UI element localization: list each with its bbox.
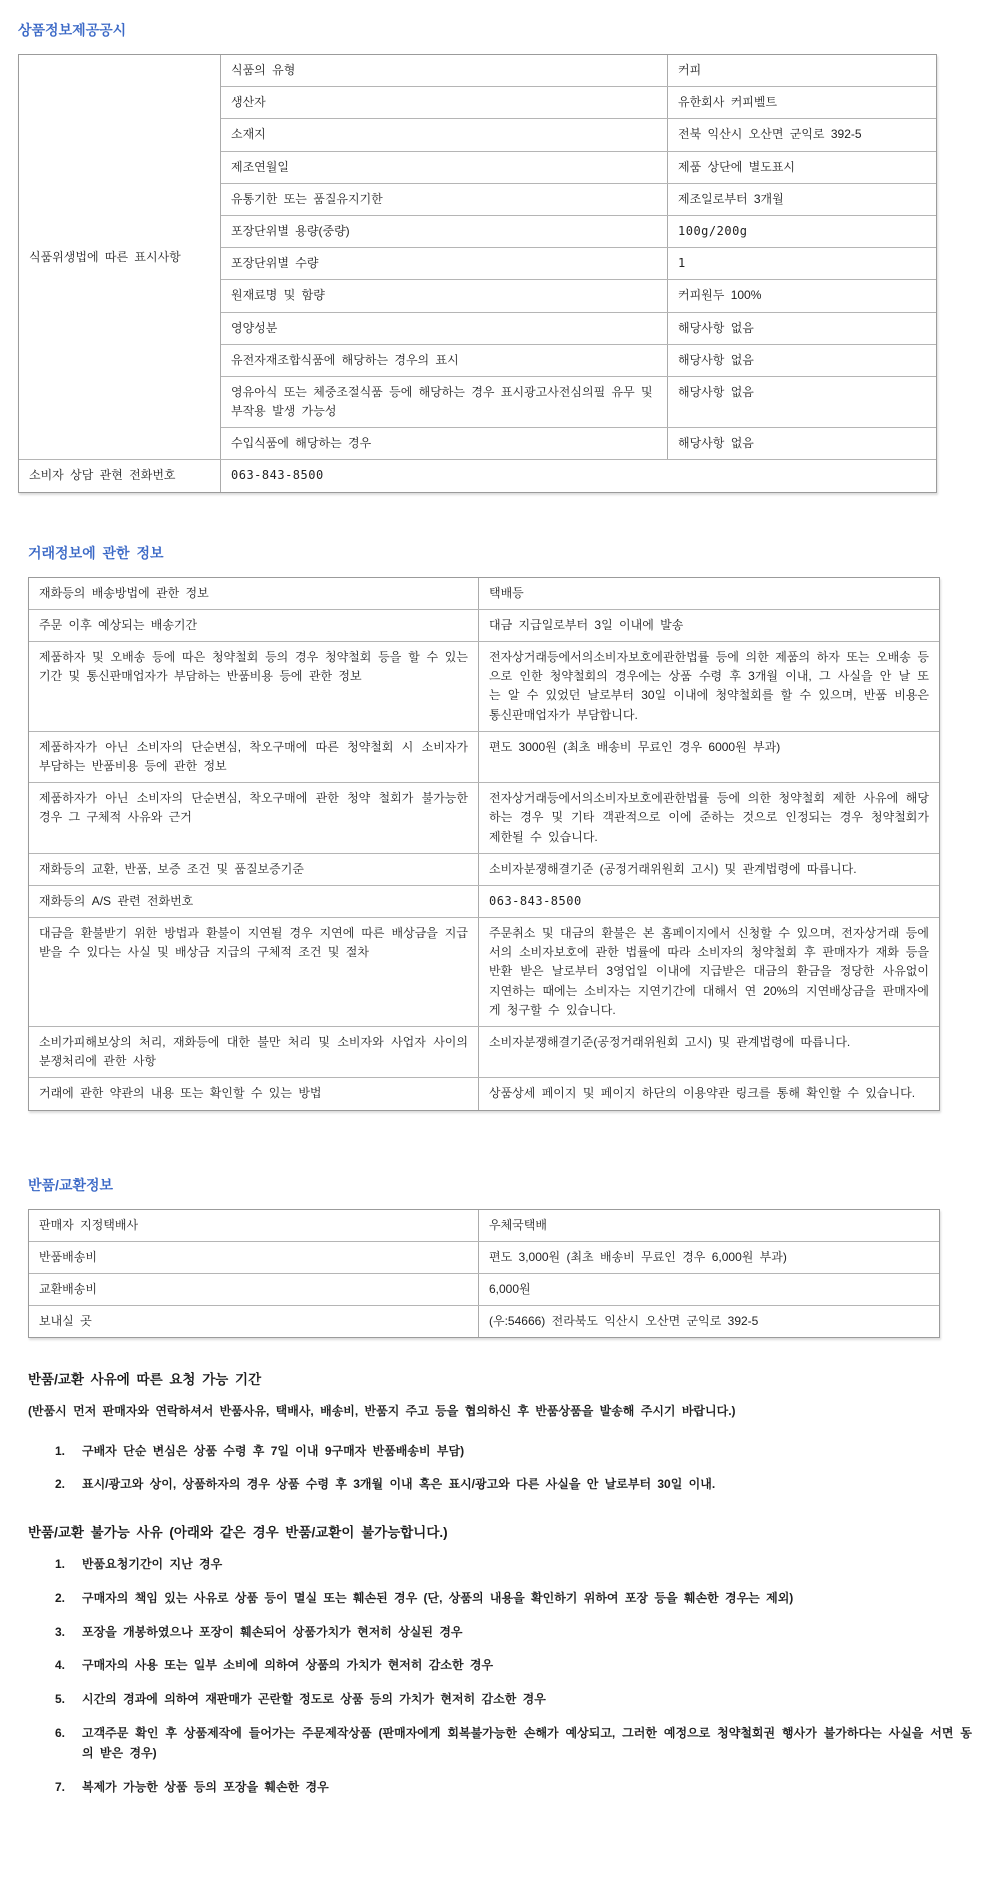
return-period-note: (반품시 먼저 판매자와 연락하셔서 반품사유, 택배사, 배송비, 반품지 주고 등을 협의하신 후 반품상품을 발송해 주시기 바랍니다.): [28, 1404, 736, 1419]
table-row: [221, 344, 936, 376]
row-label: 제조연월일: [221, 152, 668, 183]
list-item: [55, 1555, 982, 1575]
list-item: [55, 1475, 982, 1495]
return-period-section: [28, 1368, 982, 1495]
row-label: 식품의 유형: [221, 55, 668, 86]
list-item-number: 4.: [55, 1658, 66, 1673]
row-value: 해당사항 없음: [678, 320, 754, 335]
list-item-number: 5.: [55, 1692, 66, 1707]
return-period-list: [55, 1442, 982, 1496]
section-title-return-impossible: 반품/교환 불가능 사유 (아래와 같은 경우 반품/교환이 불가능합니다.): [28, 1525, 448, 1541]
row-value: 1: [678, 256, 686, 271]
row-label: 교환배송비: [29, 1274, 479, 1305]
row-label: 유전자재조합식품에 해당하는 경우의 표시: [221, 345, 668, 376]
list-item-text: 포장을 개봉하였으나 포장이 훼손되어 상품가치가 현저히 상실된 경우: [82, 1624, 463, 1639]
row-value: 상품상세 페이지 및 페이지 하단의 이용약관 링크를 통해 확인할 수 있습니다.: [489, 1086, 916, 1101]
table-row: [29, 917, 939, 1026]
list-item-number: 6.: [55, 1726, 66, 1741]
row-label: 원재료명 및 함량: [221, 280, 668, 311]
row-label: 주문 이후 예상되는 배송기간: [29, 610, 479, 641]
row-label: 포장단위별 수량: [221, 248, 668, 279]
table-row: [29, 578, 939, 609]
list-item: [55, 1656, 982, 1676]
table-row: [29, 1305, 939, 1337]
row-label: 영유아식 또는 체중조절식품 등에 해당하는 경우 표시광고사전심의필 유무 및 부작용 발생 가능성: [221, 377, 668, 427]
table-row: [29, 641, 939, 731]
list-item-text: 표시/광고와 상이, 상품하자의 경우 상품 수령 후 3개월 이내 혹은 표시/광고와 다른 사실을 안 날로부터 30일 이내.: [82, 1477, 716, 1492]
row-value: 대금 지급일로부터 3일 이내에 발송: [489, 617, 684, 632]
row-label: 소비자 상담 관현 전화번호: [19, 460, 221, 491]
table-row: [29, 731, 939, 782]
row-label: 판매자 지정택배사: [29, 1210, 479, 1241]
row-value: 유한회사 커피벨트: [678, 95, 778, 110]
list-item: [55, 1623, 982, 1643]
row-label: 제품하자가 아닌 소비자의 단순변심, 착오구매에 관한 청약 철회가 불가능한 경우 그 구체적 사유와 근거: [29, 783, 479, 853]
table-row: [221, 151, 936, 183]
list-item-number: 2.: [55, 1477, 66, 1492]
list-item-text: 구매자의 사용 또는 일부 소비에 의하여 상품의 가치가 현저히 감소한 경우: [82, 1658, 494, 1673]
food-labeling-table: [18, 54, 937, 493]
list-item-text: 시간의 경과에 의하여 재판매가 곤란할 정도로 상품 등의 가치가 현저히 감소한 경우: [82, 1692, 546, 1707]
return-impossible-section: [28, 1521, 982, 1797]
row-value: 편도 3,000원 (최초 배송비 무료인 경우 6,000원 부과): [489, 1249, 787, 1264]
row-label: 재화등의 교환, 반품, 보증 조건 및 품질보증기준: [29, 854, 479, 885]
row-value: 주문취소 및 대금의 환불은 본 홈페이지에서 신청할 수 있으며, 전자상거래 등에서의 소비자보호에 관한 법률에 따라 소비자의 청약철회 후 판매자가 재화 등을 반환 받은 날로부터 3영업일 이내에 지급받은 대금의 환금을 정당한 사유없이 지연하는 때에는 소비자는 지연기간에 대해서 연 20%의 지연배상금을 판매자에게 청구할 수 있습니다.: [489, 926, 929, 1017]
table-row: [29, 1241, 939, 1273]
list-item-text: 복제가 가능한 상품 등의 포장을 훼손한 경우: [82, 1779, 329, 1794]
table-row: [221, 312, 936, 344]
row-label: 제품하자 및 오배송 등에 따은 청약철회 등의 경우 청약철회 등을 할 수 있는 기간 및 통신판매업자가 부담하는 반품비용 등에 관한 정보: [29, 642, 479, 731]
list-item-number: 1.: [55, 1443, 66, 1458]
row-label: 재화등의 배송방법에 관한 정보: [29, 578, 479, 609]
row-value: 해당사항 없음: [678, 436, 754, 451]
row-value: 소비자분쟁해결기준(공정거래위원회 고시) 및 관계법령에 따릅니다.: [489, 1035, 851, 1049]
list-item: [55, 1724, 982, 1764]
row-value: 우체국택배: [489, 1217, 547, 1232]
list-item: [55, 1778, 982, 1798]
list-item: [55, 1690, 982, 1710]
group-label-cell: 식품위생법에 따른 표시사항: [19, 55, 221, 459]
row-value: 100g/200g: [678, 223, 748, 238]
row-value: 편도 3000원 (최초 배송비 무료인 경우 6000원 부과): [489, 739, 781, 754]
return-impossible-list: [55, 1555, 982, 1797]
table-row: [221, 86, 936, 118]
row-value: 커피원두 100%: [678, 288, 762, 303]
row-label: 반품배송비: [29, 1242, 479, 1273]
table-row: [29, 1026, 939, 1077]
transaction-info-table: [28, 577, 940, 1111]
table-row: [29, 885, 939, 917]
table-row: [221, 215, 936, 247]
row-label: 재화등의 A/S 관련 전화번호: [29, 886, 479, 917]
food-labeling-rows: [221, 55, 936, 459]
row-value: 해당사항 없음: [678, 384, 754, 399]
row-value: 6,000원: [489, 1281, 531, 1296]
row-value: 전자상거래등에서의소비자보호에관한법률 등에 의한 제품의 하자 또는 오배송 등으로 인한 청약철회의 경우에는 상품 수령 후 3개월 이내, 그 사실을 안 날 또는 알 수 있었던 날로부터 30일 이내에 청약철회를 할 수 있으며, 반품 비용은 통신판매업자가 부담합니다.: [489, 650, 929, 722]
section-title-return-exchange-info: 반품/교환정보: [28, 1176, 114, 1193]
list-item-text: 반품요청기간이 지난 경우: [82, 1557, 223, 1572]
list-item-number: 2.: [55, 1590, 66, 1605]
table-row: [29, 1273, 939, 1305]
table-row: [29, 1077, 939, 1109]
food-labeling-table-body: [19, 55, 936, 459]
list-item-number: 7.: [55, 1779, 66, 1794]
row-value: 커피: [678, 63, 702, 77]
list-item-text: 구배자 단순 변심은 상품 수령 후 7일 이내 9구매자 반품배송비 부담): [82, 1443, 465, 1458]
section-title-transaction-info: 거래정보에 관한 정보: [28, 544, 164, 561]
row-value: 전자상거래등에서의소비자보호에관한법률 등에 의한 청약철회 제한 사유에 해당하는 경우 및 기타 객관적으로 이에 준하는 것으로 인정되는 경우 청약철회가 제한될 수 있습니다.: [489, 791, 929, 844]
row-value: 소비자분쟁해결기준 (공정거래위원회 고시) 및 관계법령에 따릅니다.: [489, 861, 857, 876]
table-row-consumer-phone: [19, 459, 936, 491]
table-row: [29, 782, 939, 853]
row-label: 포장단위별 용량(중량): [221, 216, 668, 247]
list-item-number: 1.: [55, 1557, 66, 1572]
row-label: 영양성분: [221, 313, 668, 344]
return-exchange-table: [28, 1209, 940, 1339]
row-label: 소재지: [221, 119, 668, 150]
list-item-number: 3.: [55, 1624, 66, 1639]
row-label: 수입식품에 해당하는 경우: [221, 428, 668, 459]
table-row: [221, 55, 936, 86]
row-value: 전북 익산시 오산면 군익로 392-5: [678, 127, 862, 142]
list-item: [55, 1589, 982, 1609]
table-row: [29, 853, 939, 885]
row-label: 제품하자가 아닌 소비자의 단순변심, 착오구매에 따른 청약철회 시 소비자가 부담하는 반품비용 등에 관한 정보: [29, 732, 479, 782]
row-label: 소비가피해보상의 처리, 재화등에 대한 불만 처리 및 소비자와 사업자 사이의 분쟁처리에 관한 사항: [29, 1027, 479, 1077]
table-row: [221, 279, 936, 311]
section-title-return-period: 반품/교환 사유에 따른 요청 가능 기간: [28, 1372, 262, 1388]
row-value: (우:54666) 전라북도 익산시 오산면 군익로 392-5: [489, 1314, 759, 1329]
row-value: 063-843-8500: [489, 893, 582, 908]
list-item: [55, 1442, 982, 1462]
table-row: [221, 247, 936, 279]
row-label: 유통기한 또는 품질유지기한: [221, 184, 668, 215]
table-row: [221, 376, 936, 427]
row-value: 제품 상단에 별도표시: [678, 159, 795, 174]
table-row: [29, 1210, 939, 1241]
row-label: 거래에 관한 약관의 내용 또는 확인할 수 있는 방법: [29, 1078, 479, 1109]
table-row: [221, 183, 936, 215]
table-row: [221, 118, 936, 150]
table-row: [29, 609, 939, 641]
row-label: 생산자: [221, 87, 668, 118]
table-row: [221, 427, 936, 459]
list-item-text: 고객주문 확인 후 상품제작에 들어가는 주문제작상품 (판매자에게 회복불가능한 손해가 예상되고, 그러한 예정으로 청약철회권 행사가 불가하다는 사실을 서면 동의 받은 경우): [82, 1726, 972, 1760]
row-label: 보내실 곳: [29, 1306, 479, 1337]
row-value: 제조일로부터 3개월: [678, 191, 784, 206]
section-title-product-info: 상품정보제공공시: [18, 22, 127, 38]
list-item-text: 구매자의 책임 있는 사유로 상품 등이 멸실 또는 훼손된 경우 (단, 상품의 내용을 확인하기 위하여 포장 등을 훼손한 경우는 제외): [82, 1590, 794, 1605]
row-label: 대금을 환불받기 위한 방법과 환불이 지연될 경우 지연에 따른 배상금을 지급받을 수 있다는 사실 및 배상금 지급의 구체적 조건 및 절차: [29, 918, 479, 1026]
row-value: 택배등: [489, 585, 524, 600]
row-value: 해당사항 없음: [678, 352, 754, 367]
row-value: 063-843-8500: [231, 468, 324, 483]
